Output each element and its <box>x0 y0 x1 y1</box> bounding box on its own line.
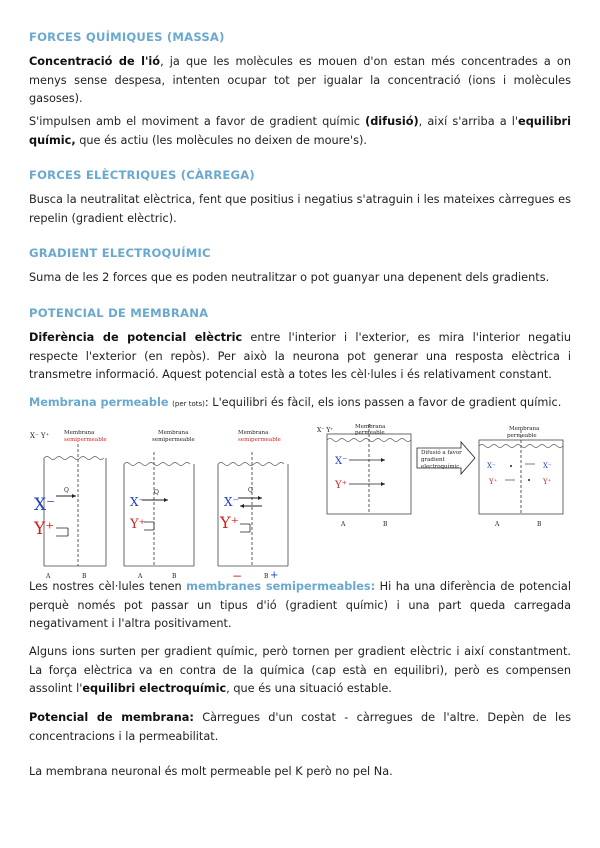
heading-forces-electriques: FORCES ELÈCTRIQUES (CÀRREGA) <box>29 168 255 182</box>
perm-panel-2 <box>479 426 563 528</box>
svg-text:semipermeable: semipermeable <box>238 437 281 443</box>
svg-text:Y⁺: Y⁺ <box>335 480 347 491</box>
svg-text:gradient: gradient <box>421 457 445 463</box>
semipermeable-membrane-figure <box>26 424 302 582</box>
svg-text:semipermeable: semipermeable <box>152 437 195 443</box>
paragraph-equilibri-electroquimic: Alguns ions surten per gradient químic, però tornen per gradient elèctric i així constantment. La força elèctrica va en contra de la química (cap està en equilibri), però es compensen assolint l'equilibri electroquímic, que és una situació estable. <box>29 645 571 695</box>
svg-text:X⁻: X⁻ <box>487 462 496 470</box>
svg-text:B: B <box>264 573 269 580</box>
svg-text:Membrana: Membrana <box>158 430 189 436</box>
paragraph-neutralitat: Busca la neutralitat elèctrica, fent que positius i negatius s'atraguin i les mateixes càrregues es repelin (gradient elèctric). <box>29 193 571 225</box>
svg-text:Membrana: Membrana <box>64 430 95 436</box>
svg-text:semipermeable: semipermeable <box>64 437 107 443</box>
svg-text:Membrana: Membrana <box>238 430 269 436</box>
semi-panel-3 <box>218 430 288 582</box>
term-concentracio: Concentració de l'ió <box>29 55 161 68</box>
svg-text:electroquímic: electroquímic <box>421 464 460 470</box>
svg-text:B: B <box>172 573 177 580</box>
paragraph-membrana-permeable: Membrana permeable (per tots): L'equilibri és fàcil, els ions passen a favor de gradient químic. <box>29 396 562 409</box>
paragraph-concentracio: Concentració de l'ió, ja que les molècules es mouen d'on estan més concentrades a on menys sense despesa, intenten ocupar tot per igualar la concentració (ions i molècules gasoses). <box>29 55 572 105</box>
perm-panel-1 <box>317 424 411 528</box>
heading-potencial: POTENCIAL DE MEMBRANA <box>29 306 209 320</box>
svg-text:A: A <box>138 573 143 580</box>
svg-text:X⁻ Y⁺: X⁻ Y⁺ <box>30 432 50 440</box>
svg-text:Y⁺: Y⁺ <box>220 513 240 532</box>
heading-forces-quimiques: FORCES QUÍMIQUES (MASSA) <box>29 30 225 44</box>
svg-text:Q: Q <box>154 489 159 496</box>
paragraph-potencial-membrana: Potencial de membrana: Càrregues d'un costat - càrregues de l'altre. Depèn de les concentracions i la permeabilitat. <box>29 711 571 743</box>
svg-text:Y⁺: Y⁺ <box>489 478 498 486</box>
svg-text:Membrana: Membrana <box>355 424 386 430</box>
diffusion-arrow <box>417 442 475 474</box>
svg-text:Q: Q <box>64 487 69 494</box>
semi-panel-2 <box>124 430 195 580</box>
svg-text:Membrana: Membrana <box>509 426 540 432</box>
svg-text:permeable: permeable <box>355 430 385 436</box>
svg-text:B: B <box>383 521 388 528</box>
semi-panel-1 <box>30 430 107 580</box>
svg-text:X⁻: X⁻ <box>224 495 239 509</box>
paragraph-permeable-k: La membrana neuronal és molt permeable pel K però no pel Na. <box>29 765 393 778</box>
svg-text:X⁻ Y⁺: X⁻ Y⁺ <box>317 427 334 434</box>
paragraph-diferencia: Diferència de potencial elèctric entre l'interior i l'exterior, es mira l'interior negatiu respecte l'exterior (en repòs). Per això la neurona pot generar una resposta elèctrica i transmetre informació. Aquest potencial està a totes les cèl·lules i és relativament constant. <box>29 331 571 381</box>
heading-gradient: GRADIENT ELECTROQUÍMIC <box>29 246 211 260</box>
svg-text:−: − <box>232 569 243 582</box>
svg-text:Y⁺: Y⁺ <box>34 519 55 539</box>
svg-text:X⁻: X⁻ <box>130 495 145 509</box>
svg-text:A: A <box>495 521 500 528</box>
svg-text:Y⁺: Y⁺ <box>543 478 552 486</box>
paragraph-difusio: S'impulsen amb el moviment a favor de gradient químic (difusió), així s'arriba a l'equilibri químic, que és actiu (les molècules no deixen de moure's). <box>29 115 571 147</box>
svg-text:permeable: permeable <box>507 433 537 439</box>
svg-text:+: + <box>270 570 279 581</box>
svg-text:B: B <box>82 573 87 580</box>
svg-text:A: A <box>341 521 346 528</box>
svg-text:X⁻: X⁻ <box>34 495 56 515</box>
svg-text:Q: Q <box>248 487 253 494</box>
svg-text:Difusió a favor: Difusió a favor <box>421 450 462 456</box>
svg-text:A: A <box>46 573 51 580</box>
paragraph-suma: Suma de les 2 forces que es poden neutralitzar o pot guanyar una depenent dels gradients. <box>29 271 550 284</box>
svg-text:Y⁺: Y⁺ <box>130 517 146 532</box>
svg-text:B: B <box>537 521 542 528</box>
svg-text:X⁻: X⁻ <box>543 462 552 470</box>
svg-text:X⁻: X⁻ <box>335 456 348 467</box>
permeable-membrane-figure <box>315 420 573 532</box>
paragraph-semipermeables: Les nostres cèl·lules tenen membranes semipermeables: Hi ha una diferència de potencial perquè només pot passar un tipus d'ió (gradient químic) i una part queda carregada negativament i l'altra positivament. <box>29 580 571 630</box>
